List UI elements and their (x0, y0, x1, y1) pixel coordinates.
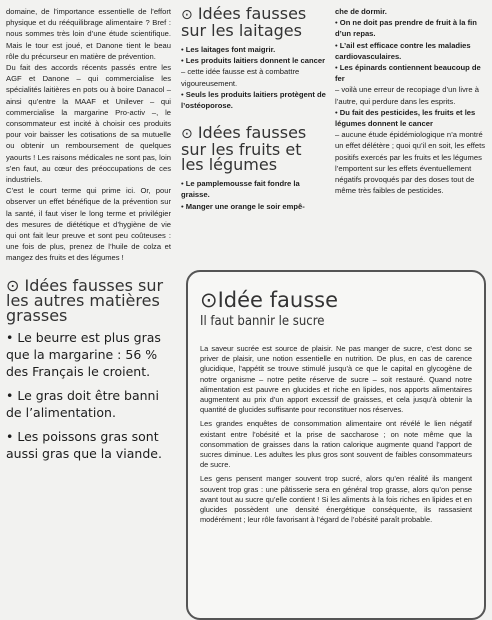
sugar-box (186, 270, 486, 620)
list-item-bold: Seuls les produits laitiers protègent de l’ostéoporose. (181, 89, 326, 111)
list-item-text: Les poissons gras sont aussi gras que la viande. (6, 428, 162, 461)
list-item: • Du fait des pesticides, les fruits et les légumes donnent le cancer – aucune étude épidémiologique n’a montré un effet délétère ; quoi qu’il en soit, les effets positifs exercés par les fruits et les légumes l’emportent sur les effets éventuellement négatifs provoqués par des doses tout de même très faibles de pesticides. (335, 107, 486, 196)
heading-text: Idées fausses sur les fruits et les légumes (181, 123, 307, 175)
list-item: • Manger une orange le soir empê- (181, 201, 305, 211)
paragraph: La saveur sucrée est source de plaisir. Ne pas manger de sucre, c’est donc se priver de plaisir, une notion essentielle en nutrition. De plus, en cas de carence glucidique, l’appétit se trouve stimulé jusqu’à ce que le capital en glycogène de notre organisme – notre petite réserve de sucre – soit restauré. Quand notre alimentation est pauvre en glucides et riche en lipides, nos apports alimentaires augmentent au prix d’un apport excessif de graisses, et cela jusqu’à obtenir la quantité de glucides suffisante pour reconstituer nos réserves. (200, 344, 472, 415)
column-middle (181, 6, 329, 212)
list-item-bold: Du fait des pesticides, les fruits et les légumes donnent le cancer (335, 107, 476, 129)
list-item-bold: L’ail est efficace contre les maladies cardiovasculaires. (335, 40, 471, 61)
box-body (200, 344, 472, 529)
list-item: • Le beurre est plus gras que la margarine : 56 % des Français le croient. (6, 329, 161, 379)
heading-dairy (181, 6, 329, 38)
heading-fruits (181, 123, 329, 175)
list-item-text: – voilà une erreur de recopiage d’un livre à l’autre, qui perdure dans les esprits. (335, 85, 479, 106)
list-item: • Les laitages font maigrir. (181, 45, 276, 54)
list-item: • Seuls les produits laitiers protègent de l’ostéoporose. (181, 89, 326, 111)
fruits-list-continued (335, 6, 487, 196)
list-item-text: Le gras doit être banni de l’alimentation. (6, 387, 159, 420)
list-item-text: Le beurre est plus gras que la margarine : 56 % des Français le croient. (6, 329, 161, 379)
heading-other-fats (6, 275, 171, 325)
list-item-bold: Les épinards contiennent beaucoup de fer (335, 63, 481, 84)
heading-text: Idées fausses sur les autres matières grasses (6, 275, 164, 325)
circle-dot-icon: ⊙ (181, 7, 193, 23)
column-right (335, 6, 487, 196)
list-item: • Les poissons gras sont aussi gras que la viande. (6, 428, 162, 461)
paragraph: Les grandes enquêtes de consommation alimentaire ont révélé le lien négatif existant entre l’obésité et la prise de saccharose ; on note même que la consommation de graisses dans la ration calorique augmente quand l’apport de sucres diminue. Les adultes les plus gros sont souvent de faibles consommateurs de sucre. (200, 419, 472, 470)
list-item: • Le pamplemousse fait fondre la graisse. (181, 179, 300, 200)
list-item: • On ne doit pas prendre de fruit à la fin d’un repas. (335, 18, 477, 39)
list-item-bold: Les produits laitiers donnent le cancer (185, 56, 326, 66)
list-item-bold: che de dormir. (335, 7, 387, 16)
list-item: • Les épinards contiennent beaucoup de fer – voilà une erreur de recopiage d’un livre à l’autre, qui perdure dans les esprits. (335, 63, 481, 106)
article-body-left: domaine, de l’importance essentielle de l’effort physique et du rééquilibrage alimentaire ? Bref : nous sommes très loin d’une étude scientifique. Mais le tour est joué, et Danone tient le beau rôle du précurseur en matière de prévention. Du fait des accords récents passés entre les AGF et Danone – qui commercialise les spécialités laitières en pots ou à boire Danacol – ainsi qu’entre la MAAF et Unilever – qui commercialise la margarine Pro-activ –, le consommateur est incité à choisir ces produits pour voir baisser les cotisations de sa mutuelle ou obtenir un remboursement de quelques yaourts ! Les raisons médicales ne sont pas, loin s’en faut, au cœur des préoccupations de ces industriels. C’est le court terme qui prime ici. Or, pour observer un effet bénéfique de la prévention sur la santé, il faut viser le long terme et privilégier des mesures de diététique et d’hygiène de vie qui ont fait leur preuve et sont peu coûteuses : une fois de plus, prenez de l’huile de colza et mangez des fruits et des légumes ! (6, 7, 171, 263)
list-item-bold: Le pamplemousse fait fondre la graisse. (181, 179, 300, 200)
list-item-text: – aucune étude épidémiologique n’a montré un effet délétère ; quoi qu’il en soit, les effets positifs exercés par les fruits et les légumes l’emportent sur les effets éventuellement négatifs provoqués par des doses tout de même très faibles de pesticides. (335, 130, 486, 196)
circle-dot-icon: ⊙ (6, 275, 20, 295)
fruits-list (181, 178, 329, 212)
list-item-text: – cette idée fausse est à combattre vigoureusement. (181, 67, 300, 88)
dairy-list (181, 44, 329, 111)
list-item-bold: Manger une orange le soir empê- (185, 201, 305, 211)
paragraph: Les gens pensent manger souvent trop sucré, alors qu’en réalité ils mangent souvent trop gras : une pâtisserie sera en général trop grasse, alors qu’on pense avant tout au sucre qu’elle contient ! Si les aliments à la fois riches en lipides et en glucides possèdent une densité énergétique conséquente, ils rassasient modérément ; leur rôle favorisant à l’égard de l’obésité paraît probable. (200, 474, 472, 525)
list-item: • Les produits laitiers donnent le cancer – cette idée fausse est à combattre vigoureusement. (181, 56, 326, 88)
list-item-bold: On ne doit pas prendre de fruit à la fin d’un repas. (335, 18, 477, 39)
box-title-text: Idée fausse (217, 288, 339, 312)
circle-dot-icon: ⊙ (181, 126, 193, 143)
other-fats-list (6, 329, 171, 462)
list-item: • Le gras doit être banni de l’alimentation. (6, 387, 159, 420)
box-subtitle: Il faut bannir le sucre (200, 314, 325, 329)
list-item: • L’ail est efficace contre les maladies cardiovasculaires. (335, 40, 471, 61)
circle-dot-icon: ⊙ (200, 288, 218, 312)
heading-text: Idées fausses sur les laitages (181, 4, 307, 40)
list-item (335, 6, 487, 17)
list-item-bold: Les laitages font maigrir. (185, 45, 276, 54)
box-title (200, 288, 338, 312)
column-left (6, 6, 171, 469)
